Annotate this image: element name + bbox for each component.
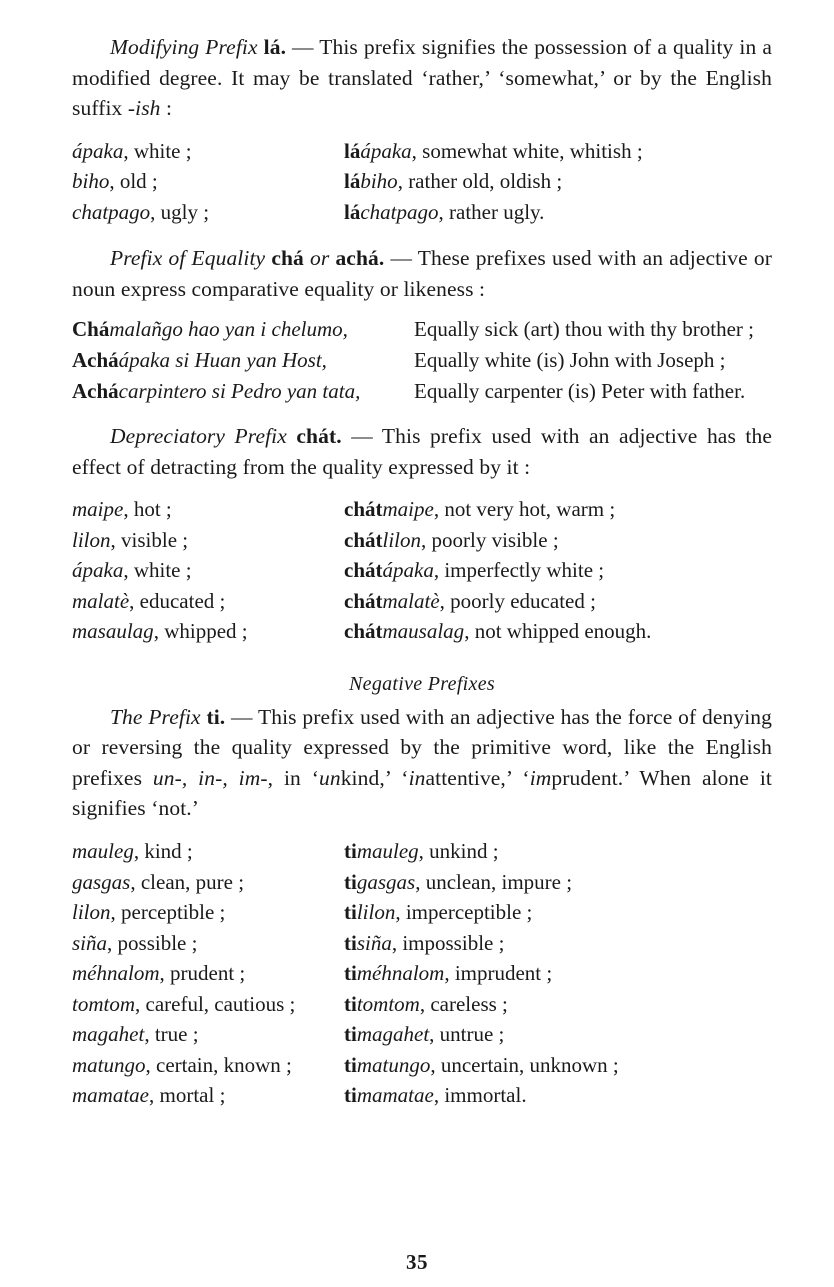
page-number: 35	[406, 1250, 428, 1274]
source-gloss: , true ;	[144, 1022, 199, 1047]
section-lead-bold: ti.	[206, 704, 226, 729]
negative-in-italic: in	[408, 765, 426, 790]
derived-stem: ápaka	[360, 138, 412, 163]
derived-stem: gasgas	[356, 869, 416, 894]
section-lead-italic: Depreciatory Prefix	[110, 424, 287, 449]
section-body-italic-tail: -ish	[127, 96, 161, 121]
example-source	[72, 836, 344, 867]
example-source	[72, 958, 344, 989]
derived-gloss: , unkind ;	[418, 838, 499, 863]
negative-body-1: — This prefix used with an adjective has the force of denying or reversing the quality expressed by the primitive word, like the English prefixes	[72, 704, 772, 790]
source-word: mauleg	[72, 838, 134, 863]
negative-un-italic: un	[319, 765, 341, 790]
derived-gloss: , imperfectly white ;	[433, 558, 605, 583]
section-heading-negative-prefixes: Negative Prefixes	[349, 672, 495, 695]
example-translation	[414, 376, 772, 407]
negative-body-3: kind,’ ‘	[340, 765, 409, 790]
derived-prefix: ti	[344, 869, 357, 894]
example-derived	[344, 1019, 619, 1050]
example-table-negative-ti	[72, 836, 619, 1111]
source-word: biho	[72, 169, 110, 194]
source-word: mamatae	[72, 1083, 149, 1108]
section-prefix-of-equality	[72, 243, 772, 407]
example-derived	[344, 197, 643, 228]
example-source	[72, 525, 344, 556]
source-word: masaulag	[72, 619, 154, 644]
derived-gloss: , careless ;	[419, 991, 508, 1016]
example-source	[72, 586, 344, 617]
example-translation	[414, 345, 772, 376]
source-word: magahet	[72, 1022, 145, 1047]
example-table-modifying-prefix	[72, 136, 643, 228]
negative-body-4: attentive,’ ‘	[425, 765, 530, 790]
negative-body-2: , in ‘	[267, 765, 319, 790]
derived-prefix: ti	[344, 930, 357, 955]
section-lead-bold-alt: achá.	[335, 246, 385, 271]
derived-gloss: , poorly educated ;	[439, 588, 596, 613]
translation-text: Equally white (is) John with Joseph ;	[414, 348, 726, 373]
source-word: maipe	[72, 497, 124, 522]
derived-gloss: , untrue ;	[429, 1022, 505, 1047]
section-lead-bold: lá.	[263, 35, 287, 59]
derived-stem: matungo	[356, 1052, 431, 1077]
derived-gloss: , not whipped enough.	[464, 619, 652, 644]
translation-text: Equally sick (art) thou with thy brother ;	[414, 317, 755, 342]
table-row	[72, 525, 651, 556]
paragraph-depreciatory-prefix	[72, 421, 772, 482]
source-phrase: carpintero si Pedro yan tata,	[118, 379, 361, 404]
derived-stem: ápaka	[382, 558, 434, 583]
table-row	[72, 616, 651, 647]
derived-stem: méhnalom	[356, 961, 445, 986]
derived-stem: tomtom	[356, 991, 420, 1016]
paragraph-prefix-equality	[72, 243, 772, 304]
source-gloss: , visible ;	[110, 527, 189, 552]
section-body-text: — This prefix used with an adjective has the effect of detracting from the quality expressed by it :	[72, 424, 772, 479]
derived-prefix: chát	[344, 558, 383, 583]
example-derived	[344, 958, 619, 989]
example-source	[72, 928, 344, 959]
paragraph-modifying-prefix	[72, 32, 772, 124]
section-lead-italic: Prefix of Equality	[110, 246, 266, 271]
example-source	[72, 197, 344, 228]
derived-stem: chatpago	[360, 199, 439, 224]
derived-prefix: chát	[344, 619, 383, 644]
source-gloss: , certain, known ;	[145, 1052, 292, 1077]
example-derived	[344, 525, 651, 556]
example-derived	[344, 616, 651, 647]
section-depreciatory-prefix-chat	[72, 421, 772, 647]
derived-prefix: ti	[344, 1052, 357, 1077]
source-gloss: , careful, cautious ;	[135, 991, 296, 1016]
example-translation	[414, 314, 772, 345]
example-derived	[344, 836, 619, 867]
table-row	[72, 136, 643, 167]
section-lead-italic: The Prefix	[110, 704, 201, 729]
section-modifying-prefix-la	[72, 32, 772, 227]
table-row	[72, 494, 651, 525]
example-source	[72, 616, 344, 647]
example-source	[72, 314, 414, 345]
derived-prefix: chát	[344, 588, 383, 613]
table-row	[72, 1019, 619, 1050]
derived-gloss: , unclean, impure ;	[415, 869, 573, 894]
table-row	[72, 989, 619, 1020]
derived-prefix: lá	[344, 199, 361, 224]
derived-stem: lilon	[382, 527, 422, 552]
negative-im-italic: im	[529, 765, 552, 790]
example-source	[72, 376, 414, 407]
derived-prefix: chát	[344, 527, 383, 552]
table-row	[72, 586, 651, 617]
example-table-equality	[72, 314, 772, 407]
example-derived	[344, 494, 651, 525]
example-derived	[344, 136, 643, 167]
table-row	[72, 1050, 619, 1081]
example-source	[72, 1050, 344, 1081]
example-derived	[344, 867, 619, 898]
example-derived	[344, 897, 619, 928]
page-content	[72, 32, 772, 1127]
derived-prefix: ti	[344, 900, 357, 925]
derived-gloss: , somewhat white, whitish ;	[411, 138, 643, 163]
derived-prefix: ti	[344, 961, 357, 986]
source-word: gasgas	[72, 869, 131, 894]
source-word: lilon	[72, 527, 111, 552]
source-gloss: , perceptible ;	[110, 900, 226, 925]
source-phrase: ápaka si Huan yan Host,	[118, 348, 327, 373]
example-source	[72, 867, 344, 898]
example-source	[72, 166, 344, 197]
example-table-depreciatory	[72, 494, 651, 647]
section-body-text: — These prefixes used with an adjective or noun express comparative equality or likeness :	[72, 246, 772, 301]
example-derived	[344, 586, 651, 617]
section-body-text: — This prefix signifies the possession of a quality in a modified degree. It may be translated ‘rather,’ ‘somewhat,’ or by the English suffix	[72, 35, 772, 121]
derived-stem: biho	[360, 169, 398, 194]
table-row	[72, 166, 643, 197]
example-source	[72, 897, 344, 928]
derived-stem: siña	[356, 930, 392, 955]
example-derived	[344, 1050, 619, 1081]
derived-prefix: ti	[344, 991, 357, 1016]
source-gloss: , educated ;	[129, 588, 226, 613]
table-row	[72, 345, 772, 376]
source-phrase: malañgo hao yan i chelumo,	[109, 317, 348, 342]
source-word: lilon	[72, 900, 111, 925]
table-row	[72, 376, 772, 407]
table-row	[72, 836, 619, 867]
source-gloss: , whipped ;	[153, 619, 248, 644]
example-derived	[344, 1080, 619, 1111]
derived-gloss: , imperceptible ;	[395, 900, 533, 925]
derived-gloss: , impossible ;	[391, 930, 505, 955]
derived-gloss: , not very hot, warm ;	[433, 497, 616, 522]
derived-gloss: , rather old, oldish ;	[397, 169, 563, 194]
source-word: tomtom	[72, 991, 135, 1016]
paragraph-negative-prefix-ti	[72, 702, 772, 824]
source-gloss: , kind ;	[133, 838, 193, 863]
example-source	[72, 494, 344, 525]
derived-stem: malatè	[382, 588, 440, 613]
derived-gloss: , rather ugly.	[438, 199, 545, 224]
source-word: méhnalom	[72, 961, 160, 986]
source-gloss: , old ;	[109, 169, 158, 194]
derived-gloss: , poorly visible ;	[421, 527, 559, 552]
section-lead-bold: chá	[271, 246, 304, 271]
derived-stem: lilon	[356, 900, 396, 925]
source-word: malatè	[72, 588, 130, 613]
source-gloss: , mortal ;	[149, 1083, 226, 1108]
source-word: ápaka	[72, 558, 124, 583]
example-derived	[344, 928, 619, 959]
section-lead-italic: Modifying Prefix	[110, 35, 258, 59]
example-source	[72, 136, 344, 167]
example-source	[72, 345, 414, 376]
derived-prefix: ti	[344, 1083, 357, 1108]
source-word: chatpago	[72, 199, 151, 224]
negative-body-5: prudent.’ When alone it signifies ‘not.’	[72, 765, 772, 821]
example-source	[72, 1080, 344, 1111]
section-lead-bold: chát.	[296, 424, 342, 449]
derived-prefix: ti	[344, 1022, 357, 1047]
source-word: siña	[72, 930, 108, 955]
example-derived	[344, 555, 651, 586]
derived-prefix: ti	[344, 838, 357, 863]
example-source	[72, 989, 344, 1020]
translation-text: Equally carpenter (is) Peter with father.	[414, 379, 746, 404]
source-word: ápaka	[72, 138, 124, 163]
derived-gloss: , immortal.	[433, 1083, 527, 1108]
source-prefix: Chá	[72, 317, 110, 342]
table-row	[72, 928, 619, 959]
source-word: matungo	[72, 1052, 146, 1077]
source-gloss: , clean, pure ;	[130, 869, 245, 894]
source-prefix: Achá	[72, 379, 119, 404]
derived-prefix: lá	[344, 138, 361, 163]
example-derived	[344, 166, 643, 197]
negative-prefix-list: un-, in-, im-	[152, 765, 268, 790]
derived-stem: magahet	[356, 1022, 430, 1047]
derived-prefix: chát	[344, 497, 383, 522]
table-row	[72, 958, 619, 989]
section-body-end: :	[160, 96, 173, 121]
table-row	[72, 197, 643, 228]
derived-stem: maipe	[382, 497, 434, 522]
source-gloss: , hot ;	[123, 497, 172, 522]
derived-stem: mamatae	[356, 1083, 434, 1108]
source-gloss: , white ;	[123, 558, 192, 583]
derived-stem: mauleg	[356, 838, 419, 863]
source-gloss: , prudent ;	[159, 961, 246, 986]
table-row	[72, 555, 651, 586]
source-prefix: Achá	[72, 348, 119, 373]
example-source	[72, 555, 344, 586]
table-row	[72, 1080, 619, 1111]
example-derived	[344, 989, 619, 1020]
table-row	[72, 867, 619, 898]
section-lead-or: or	[303, 246, 336, 271]
derived-gloss: , uncertain, unknown ;	[430, 1052, 619, 1077]
table-row	[72, 314, 772, 345]
derived-gloss: , imprudent ;	[444, 961, 553, 986]
source-gloss: , white ;	[123, 138, 192, 163]
derived-stem: mausalag	[382, 619, 465, 644]
table-row	[72, 897, 619, 928]
source-gloss: , possible ;	[107, 930, 198, 955]
source-gloss: , ugly ;	[150, 199, 210, 224]
example-source	[72, 1019, 344, 1050]
derived-prefix: lá	[344, 169, 361, 194]
